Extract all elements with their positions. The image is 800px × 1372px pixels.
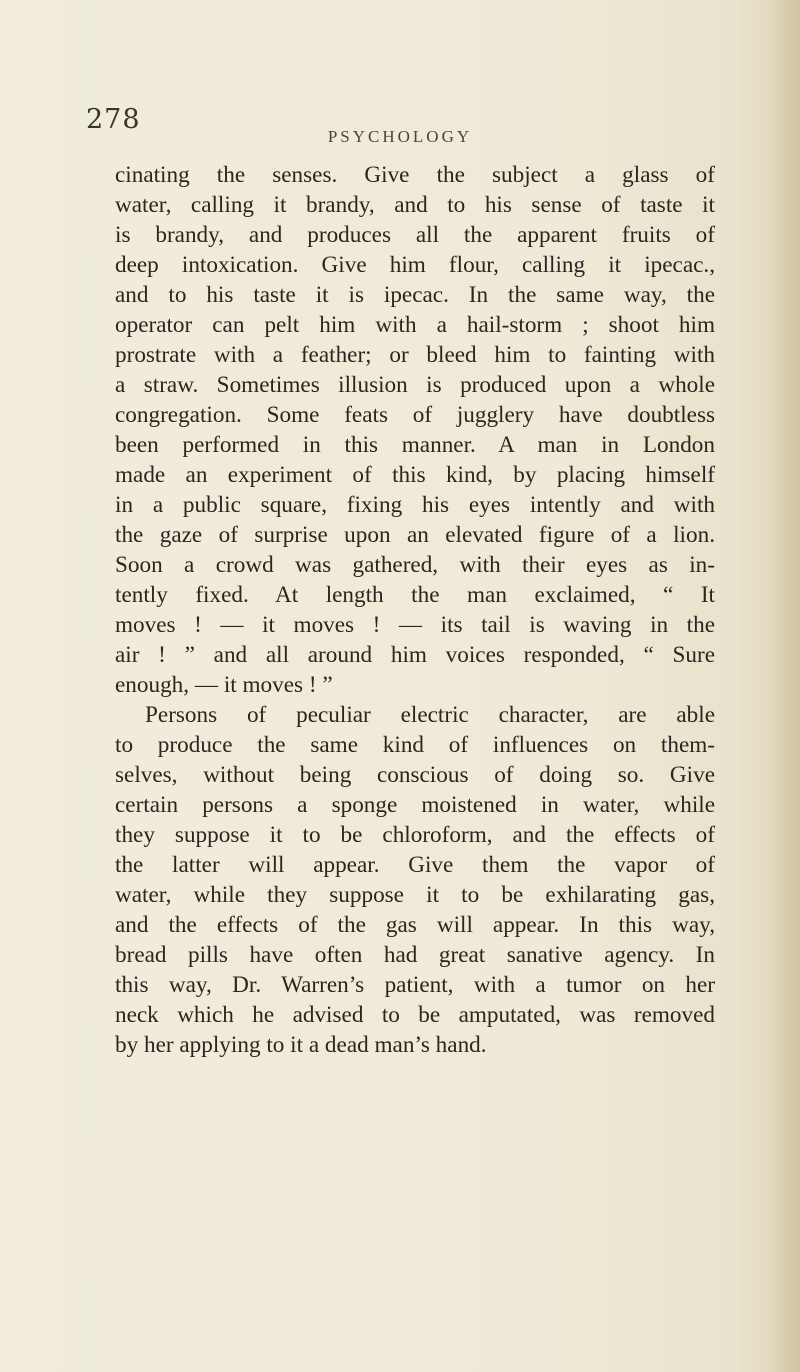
text-line: made an experiment of this kind, by placing himself	[115, 462, 715, 488]
text-line: the latter will appear. Give them the vapor of	[115, 852, 715, 878]
text-line: water, while they suppose it to be exhilarating gas,	[115, 882, 715, 908]
text-line: this way, Dr. Warren’s patient, with a tumor on her	[115, 972, 715, 998]
text-line: operator can pelt him with a hail-storm ; shoot him	[115, 312, 715, 338]
text-line: cinating the senses. Give the subject a glass of	[115, 162, 715, 188]
running-title: PSYCHOLOGY	[327, 127, 473, 146]
text-line: air ! ” and all around him voices responded, “ Sure	[115, 642, 715, 668]
body-text	[115, 160, 715, 1060]
text-line: moves ! — it moves ! — its tail is waving in the	[115, 612, 715, 638]
text-line: the gaze of surprise upon an elevated figure of a lion.	[115, 522, 715, 548]
text-line: and to his taste it is ipecac. In the same way, the	[115, 282, 715, 308]
text-line: Soon a crowd was gathered, with their eyes as in-	[115, 552, 715, 578]
text-line: been performed in this manner. A man in London	[115, 432, 715, 458]
text-line: by her applying to it a dead man’s hand.	[115, 1032, 487, 1058]
text-line: prostrate with a feather; or bleed him to fainting with	[115, 342, 715, 368]
text-line: certain persons a sponge moistened in water, while	[115, 792, 715, 818]
text-line: neck which he advised to be amputated, was removed	[115, 1002, 715, 1028]
text-line: enough, — it moves ! ”	[115, 672, 333, 698]
text-line: a straw. Sometimes illusion is produced upon a whole	[115, 372, 715, 398]
text-line: bread pills have often had great sanative agency. In	[115, 942, 715, 968]
page-number: 278	[86, 104, 141, 135]
text-line: water, calling it brandy, and to his sense of taste it	[115, 192, 715, 218]
text-line: congregation. Some feats of jugglery have doubtless	[115, 402, 715, 428]
text-line: they suppose it to be chloroform, and the effects of	[115, 822, 715, 848]
page-edge-shadow	[768, 0, 800, 1372]
text-line: and the effects of the gas will appear. In this way,	[115, 912, 715, 938]
text-line: is brandy, and produces all the apparent fruits of	[115, 222, 715, 248]
text-line: deep intoxication. Give him flour, calling it ipecac.,	[115, 252, 715, 278]
text-line: Persons of peculiar electric character, are able	[145, 702, 715, 728]
text-line: tently fixed. At length the man exclaimed, “ It	[115, 582, 715, 608]
text-line: selves, without being conscious of doing so. Give	[115, 762, 715, 788]
text-line: in a public square, fixing his eyes intently and with	[115, 492, 715, 518]
text-line: to produce the same kind of influences on them-	[115, 732, 715, 758]
